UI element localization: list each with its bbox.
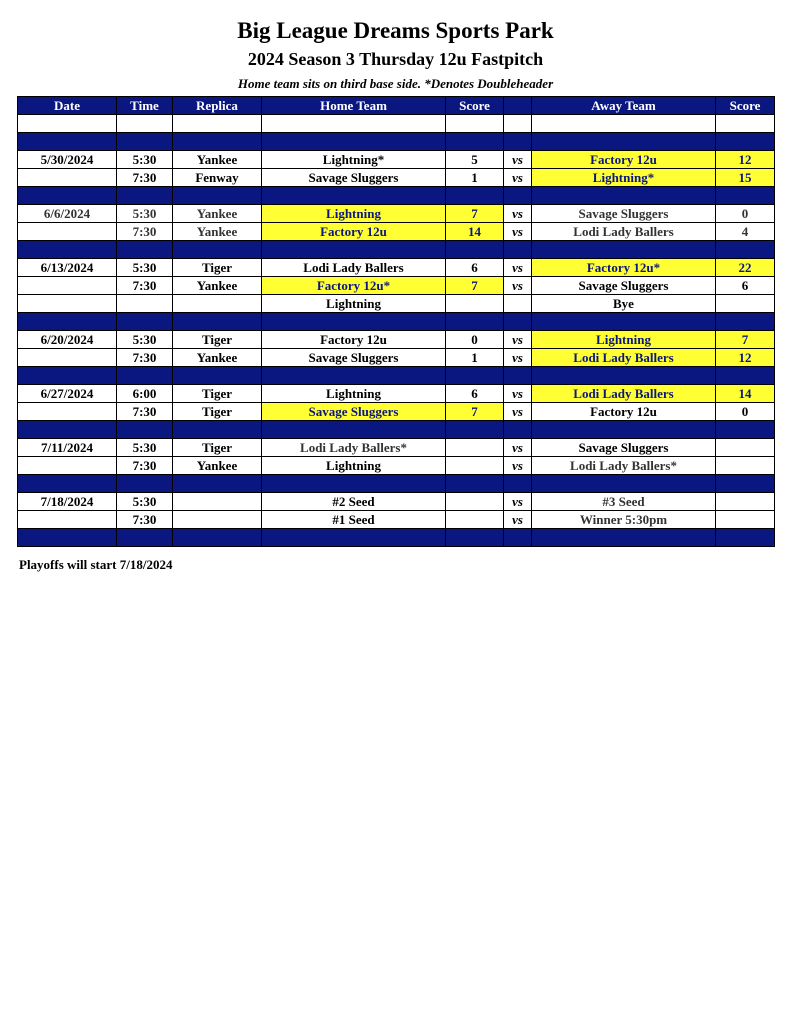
home-score-cell: 6 xyxy=(446,385,504,403)
separator-row xyxy=(18,529,775,547)
separator-row xyxy=(18,241,775,259)
away-team-cell: Savage Sluggers xyxy=(532,205,716,223)
home-team-cell: Lightning xyxy=(262,205,446,223)
home-team-cell: Savage Sluggers xyxy=(262,169,446,187)
vs-cell: vs xyxy=(504,349,532,367)
home-team-cell: Lightning xyxy=(262,457,446,475)
date-cell xyxy=(18,349,117,367)
separator-cell xyxy=(18,475,117,493)
home-score-cell xyxy=(446,511,504,529)
separator-cell xyxy=(262,475,446,493)
replica-cell: Tiger xyxy=(173,259,262,277)
blank-cell xyxy=(504,115,532,133)
time-cell: 7:30 xyxy=(117,349,173,367)
separator-cell xyxy=(532,529,716,547)
separator-row xyxy=(18,367,775,385)
home-score-cell: 7 xyxy=(446,205,504,223)
separator-cell xyxy=(117,313,173,331)
date-cell: 7/11/2024 xyxy=(18,439,117,457)
home-score-cell: 7 xyxy=(446,403,504,421)
blank-cell xyxy=(262,115,446,133)
separator-cell xyxy=(446,133,504,151)
col-header-replica: Replica xyxy=(173,97,262,115)
separator-row xyxy=(18,133,775,151)
away-team-cell: Factory 12u* xyxy=(532,259,716,277)
replica-cell: Yankee xyxy=(173,277,262,295)
replica-cell: Tiger xyxy=(173,403,262,421)
replica-cell: Yankee xyxy=(173,151,262,169)
col-header-date: Date xyxy=(18,97,117,115)
separator-cell xyxy=(716,187,775,205)
date-cell: 5/30/2024 xyxy=(18,151,117,169)
home-score-cell: 6 xyxy=(446,259,504,277)
vs-cell: vs xyxy=(504,151,532,169)
home-score-cell xyxy=(446,493,504,511)
replica-cell xyxy=(173,493,262,511)
separator-cell xyxy=(18,529,117,547)
blank-cell xyxy=(532,115,716,133)
home-score-cell xyxy=(446,457,504,475)
separator-cell xyxy=(504,421,532,439)
separator-cell xyxy=(18,133,117,151)
col-header-vs xyxy=(504,97,532,115)
time-cell: 7:30 xyxy=(117,169,173,187)
separator-cell xyxy=(716,421,775,439)
time-cell: 7:30 xyxy=(117,277,173,295)
separator-cell xyxy=(173,421,262,439)
page-title: Big League Dreams Sports Park xyxy=(237,18,554,43)
away-team-cell: Savage Sluggers xyxy=(532,439,716,457)
table-row xyxy=(18,439,775,457)
separator-cell xyxy=(262,187,446,205)
home-score-cell: 1 xyxy=(446,349,504,367)
time-cell: 5:30 xyxy=(117,259,173,277)
table-row xyxy=(18,457,775,475)
away-score-cell: 15 xyxy=(716,169,775,187)
away-team-cell: Lodi Lady Ballers xyxy=(532,223,716,241)
separator-cell xyxy=(173,529,262,547)
away-team-cell: Lodi Lady Ballers* xyxy=(532,457,716,475)
away-team-cell: Winner 5:30pm xyxy=(532,511,716,529)
separator-row xyxy=(18,187,775,205)
time-cell: 7:30 xyxy=(117,511,173,529)
separator-cell xyxy=(18,367,117,385)
time-cell: 5:30 xyxy=(117,151,173,169)
blank-cell xyxy=(446,115,504,133)
separator-cell xyxy=(446,421,504,439)
blank-cell xyxy=(117,115,173,133)
separator-cell xyxy=(532,421,716,439)
blank-row xyxy=(18,115,775,133)
separator-cell xyxy=(446,529,504,547)
table-row xyxy=(18,511,775,529)
separator-cell xyxy=(532,187,716,205)
away-team-cell: Lodi Lady Ballers xyxy=(532,385,716,403)
date-cell xyxy=(18,457,117,475)
separator-cell xyxy=(716,529,775,547)
table-row xyxy=(18,331,775,349)
away-score-cell: 12 xyxy=(716,151,775,169)
away-team-cell: Factory 12u xyxy=(532,403,716,421)
separator-row xyxy=(18,475,775,493)
separator-cell xyxy=(262,421,446,439)
separator-cell xyxy=(446,187,504,205)
replica-cell: Yankee xyxy=(173,349,262,367)
separator-cell xyxy=(173,241,262,259)
time-cell: 7:30 xyxy=(117,223,173,241)
separator-cell xyxy=(117,241,173,259)
home-score-cell: 7 xyxy=(446,277,504,295)
table-row xyxy=(18,151,775,169)
home-score-cell: 1 xyxy=(446,169,504,187)
separator-cell xyxy=(532,133,716,151)
separator-cell xyxy=(504,475,532,493)
home-score-cell: 0 xyxy=(446,331,504,349)
separator-cell xyxy=(532,475,716,493)
time-cell: 5:30 xyxy=(117,439,173,457)
separator-cell xyxy=(173,187,262,205)
separator-row xyxy=(18,313,775,331)
time-cell: 5:30 xyxy=(117,331,173,349)
replica-cell: Tiger xyxy=(173,331,262,349)
vs-cell: vs xyxy=(504,457,532,475)
home-team-cell: #2 Seed xyxy=(262,493,446,511)
home-team-cell: Lightning* xyxy=(262,151,446,169)
table-row xyxy=(18,259,775,277)
away-score-cell xyxy=(716,295,775,313)
blank-cell xyxy=(173,115,262,133)
separator-row xyxy=(18,421,775,439)
date-cell xyxy=(18,295,117,313)
separator-cell xyxy=(716,241,775,259)
away-team-cell: Savage Sluggers xyxy=(532,277,716,295)
separator-cell xyxy=(18,421,117,439)
home-team-cell: Factory 12u xyxy=(262,223,446,241)
away-team-cell: #3 Seed xyxy=(532,493,716,511)
time-cell: 7:30 xyxy=(117,403,173,421)
replica-cell xyxy=(173,295,262,313)
page-note: Home team sits on third base side. *Denotes Doubleheader xyxy=(237,76,554,91)
home-team-cell: Lightning xyxy=(262,295,446,313)
page-subtitle: 2024 Season 3 Thursday 12u Fastpitch xyxy=(247,49,544,69)
away-team-cell: Factory 12u xyxy=(532,151,716,169)
blank-cell xyxy=(716,115,775,133)
separator-cell xyxy=(173,367,262,385)
separator-cell xyxy=(117,133,173,151)
vs-cell xyxy=(504,295,532,313)
separator-cell xyxy=(504,133,532,151)
away-team-cell: Lightning xyxy=(532,331,716,349)
home-score-cell: 14 xyxy=(446,223,504,241)
home-team-cell: Lodi Lady Ballers* xyxy=(262,439,446,457)
away-score-cell: 0 xyxy=(716,403,775,421)
away-score-cell xyxy=(716,493,775,511)
separator-cell xyxy=(18,187,117,205)
replica-cell: Yankee xyxy=(173,205,262,223)
away-team-cell: Lightning* xyxy=(532,169,716,187)
away-score-cell: 14 xyxy=(716,385,775,403)
table-row xyxy=(18,493,775,511)
separator-cell xyxy=(18,241,117,259)
home-team-cell: Factory 12u xyxy=(262,331,446,349)
away-score-cell: 12 xyxy=(716,349,775,367)
separator-cell xyxy=(504,367,532,385)
playoffs-note: Playoffs will start 7/18/2024 xyxy=(19,557,173,572)
separator-cell xyxy=(262,367,446,385)
separator-cell xyxy=(262,133,446,151)
date-cell xyxy=(18,223,117,241)
vs-cell: vs xyxy=(504,331,532,349)
home-score-cell xyxy=(446,295,504,313)
replica-cell: Tiger xyxy=(173,385,262,403)
separator-cell xyxy=(532,241,716,259)
date-cell: 6/6/2024 xyxy=(18,205,117,223)
table-row xyxy=(18,205,775,223)
vs-cell: vs xyxy=(504,205,532,223)
separator-cell xyxy=(262,241,446,259)
col-header-time: Time xyxy=(117,97,173,115)
separator-cell xyxy=(532,313,716,331)
replica-cell: Fenway xyxy=(173,169,262,187)
replica-cell xyxy=(173,511,262,529)
schedule-table xyxy=(17,96,775,547)
away-score-cell: 0 xyxy=(716,205,775,223)
vs-cell: vs xyxy=(504,223,532,241)
replica-cell: Yankee xyxy=(173,457,262,475)
away-score-cell xyxy=(716,457,775,475)
separator-cell xyxy=(504,241,532,259)
separator-cell xyxy=(117,187,173,205)
away-team-cell: Lodi Lady Ballers xyxy=(532,349,716,367)
home-team-cell: #1 Seed xyxy=(262,511,446,529)
date-cell: 6/20/2024 xyxy=(18,331,117,349)
replica-cell: Yankee xyxy=(173,223,262,241)
schedule-body xyxy=(18,115,775,547)
separator-cell xyxy=(716,367,775,385)
home-team-cell: Lightning xyxy=(262,385,446,403)
away-score-cell xyxy=(716,439,775,457)
separator-cell xyxy=(173,475,262,493)
away-score-cell: 6 xyxy=(716,277,775,295)
date-cell xyxy=(18,277,117,295)
time-cell: 7:30 xyxy=(117,457,173,475)
table-row xyxy=(18,295,775,313)
vs-cell: vs xyxy=(504,385,532,403)
col-header-home-score: Score xyxy=(446,97,504,115)
table-row xyxy=(18,277,775,295)
away-score-cell: 4 xyxy=(716,223,775,241)
separator-cell xyxy=(532,367,716,385)
away-score-cell: 22 xyxy=(716,259,775,277)
separator-cell xyxy=(117,421,173,439)
separator-cell xyxy=(504,529,532,547)
table-row xyxy=(18,403,775,421)
col-header-away-team: Away Team xyxy=(532,97,716,115)
date-cell: 7/18/2024 xyxy=(18,493,117,511)
separator-cell xyxy=(716,475,775,493)
vs-cell: vs xyxy=(504,259,532,277)
vs-cell: vs xyxy=(504,277,532,295)
date-cell xyxy=(18,511,117,529)
home-team-cell: Savage Sluggers xyxy=(262,349,446,367)
separator-cell xyxy=(18,313,117,331)
col-header-home-team: Home Team xyxy=(262,97,446,115)
replica-cell: Tiger xyxy=(173,439,262,457)
separator-cell xyxy=(117,367,173,385)
separator-cell xyxy=(262,529,446,547)
separator-cell xyxy=(117,475,173,493)
time-cell: 5:30 xyxy=(117,205,173,223)
date-cell xyxy=(18,403,117,421)
date-cell xyxy=(18,169,117,187)
separator-cell xyxy=(716,133,775,151)
vs-cell: vs xyxy=(504,493,532,511)
vs-cell: vs xyxy=(504,511,532,529)
away-team-cell: Bye xyxy=(532,295,716,313)
table-row xyxy=(18,385,775,403)
separator-cell xyxy=(446,475,504,493)
time-cell: 6:00 xyxy=(117,385,173,403)
separator-cell xyxy=(262,313,446,331)
home-score-cell xyxy=(446,439,504,457)
separator-cell xyxy=(446,241,504,259)
home-team-cell: Factory 12u* xyxy=(262,277,446,295)
away-score-cell xyxy=(716,511,775,529)
separator-cell xyxy=(117,529,173,547)
table-row xyxy=(18,223,775,241)
table-header-row xyxy=(18,97,775,115)
blank-cell xyxy=(18,115,117,133)
date-cell: 6/13/2024 xyxy=(18,259,117,277)
separator-cell xyxy=(504,187,532,205)
date-cell: 6/27/2024 xyxy=(18,385,117,403)
separator-cell xyxy=(173,313,262,331)
table-row xyxy=(18,349,775,367)
vs-cell: vs xyxy=(504,169,532,187)
vs-cell: vs xyxy=(504,439,532,457)
separator-cell xyxy=(446,367,504,385)
table-row xyxy=(18,169,775,187)
separator-cell xyxy=(173,133,262,151)
time-cell xyxy=(117,295,173,313)
home-team-cell: Savage Sluggers xyxy=(262,403,446,421)
home-team-cell: Lodi Lady Ballers xyxy=(262,259,446,277)
separator-cell xyxy=(504,313,532,331)
time-cell: 5:30 xyxy=(117,493,173,511)
vs-cell: vs xyxy=(504,403,532,421)
separator-cell xyxy=(446,313,504,331)
away-score-cell: 7 xyxy=(716,331,775,349)
separator-cell xyxy=(716,313,775,331)
col-header-away-score: Score xyxy=(716,97,775,115)
home-score-cell: 5 xyxy=(446,151,504,169)
